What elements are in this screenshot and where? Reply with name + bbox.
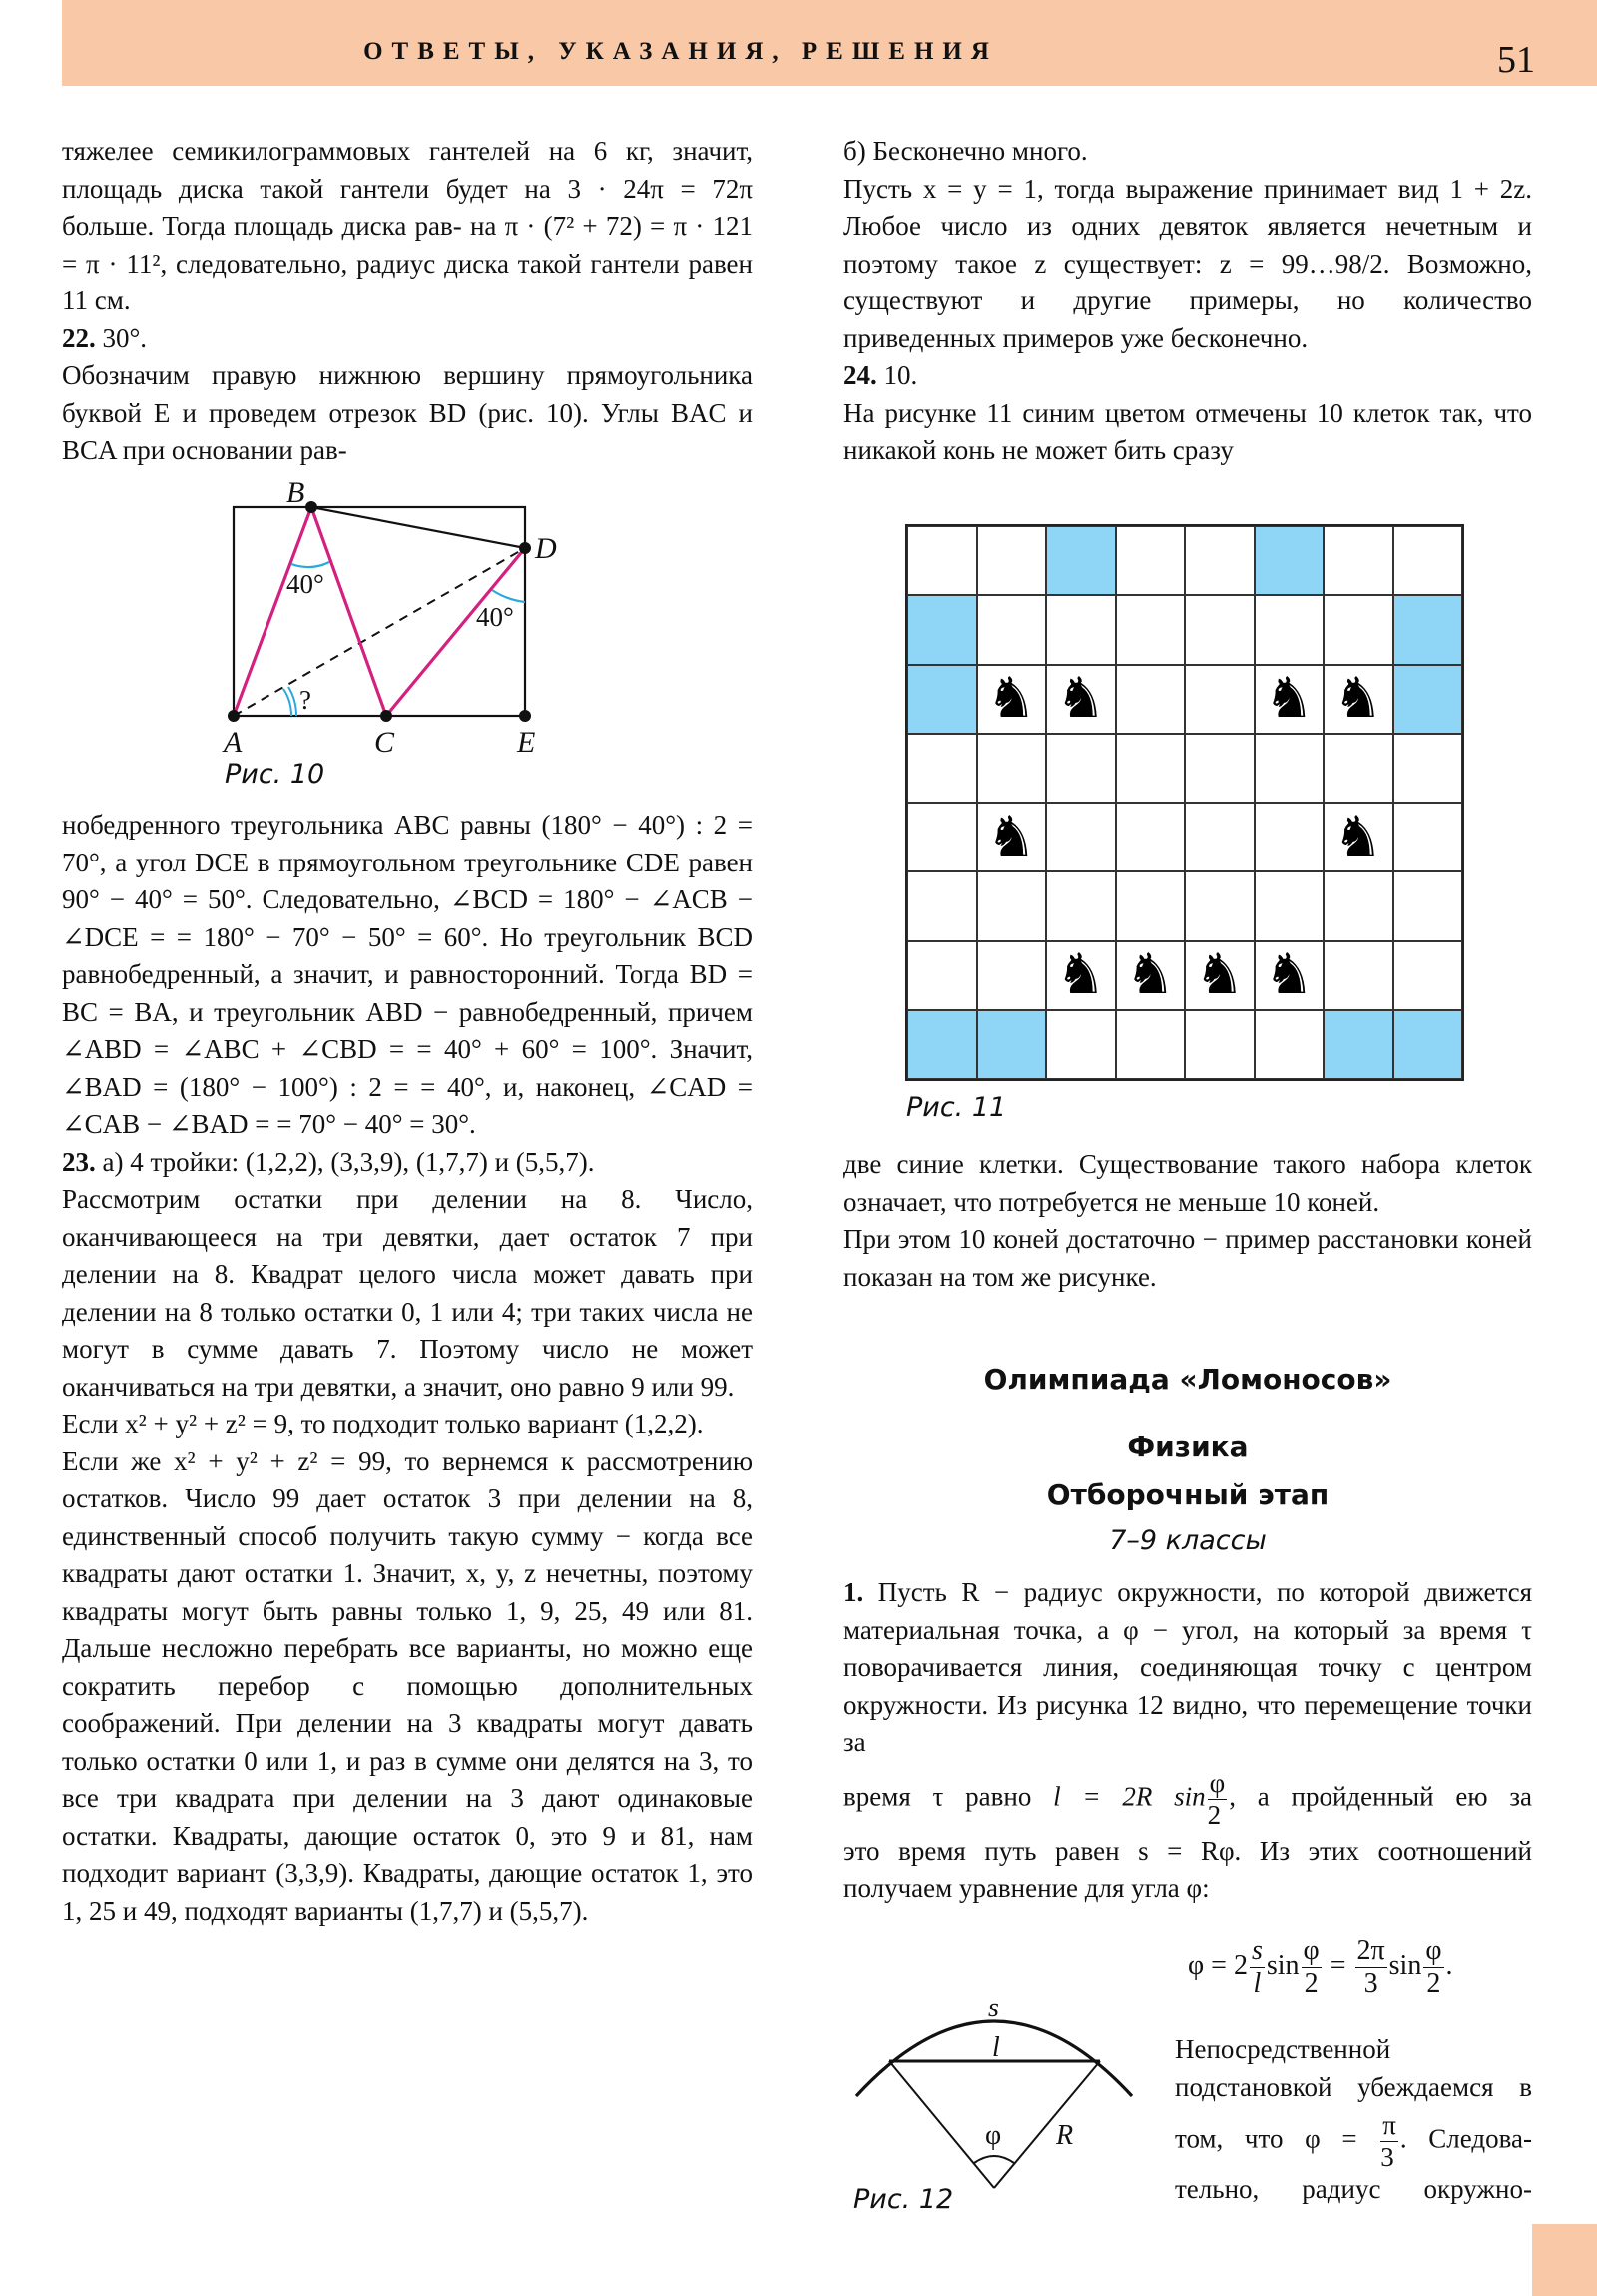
board-cell-blue [907, 665, 977, 734]
board-cell-blue [1393, 665, 1463, 734]
board-cell [1255, 665, 1325, 734]
physics-problem-1 [843, 1574, 1532, 1908]
board-cell [1046, 941, 1116, 1010]
knight-icon: ♞ [1332, 668, 1383, 731]
board-cell [977, 526, 1047, 595]
board-cell [1116, 1010, 1186, 1079]
chessboard-figure-11 [905, 524, 1464, 1081]
vertex-label-c: C [374, 726, 395, 759]
figure-10 [200, 469, 599, 799]
knight-icon: ♞ [1264, 668, 1315, 731]
board-cell [977, 871, 1047, 940]
chord-label-l: l [992, 2032, 1000, 2063]
subject-heading: Физика [1127, 1431, 1249, 1463]
board-cell-blue [1046, 526, 1116, 595]
svg-text:? [299, 685, 311, 715]
board-cell [1046, 734, 1116, 803]
problem-number: 23. [62, 1146, 96, 1177]
circular-arc-diagram [828, 1957, 1148, 2196]
board-cell-blue [1393, 595, 1463, 664]
board-cell-blue [907, 595, 977, 664]
board-cell [1393, 526, 1463, 595]
board-cell [1185, 734, 1255, 803]
board-cell [1116, 665, 1186, 734]
vertex-label-d: D [535, 532, 557, 565]
page-corner-tab [1532, 2224, 1597, 2296]
unknown-angle-label: ? [299, 685, 311, 715]
fraction-phi-over-2: $\frac{\varphi}{2}$ [1425, 1935, 1442, 1999]
problem-1-formula-line: время τ равно l = 2R sin $\frac{\varphi}{2}$ , а пройденный ею за [843, 1767, 1532, 1830]
right-column-middle [843, 1146, 1532, 1296]
geometry-diagram [200, 469, 599, 799]
knight-icon: ♞ [986, 668, 1037, 731]
board-cell [1324, 665, 1393, 734]
board-cell [1046, 595, 1116, 664]
board-cell [1046, 665, 1116, 734]
section-title-olympiad: Олимпиада «Ломоносов» [983, 1363, 1392, 1396]
board-cell [1324, 871, 1393, 940]
answer-value: а) 4 тройки: (1,2,2), (3,3,9), (1,7,7) и (5,5,7). [102, 1146, 595, 1177]
board-cell [1185, 665, 1255, 734]
equation-phi: φ = 2 $\frac{s}{l}$ sin $\frac{\varphi}{2}$ = $\frac{2\pi}{3}$ sin $\frac{\varphi}{2}$ . [1188, 1935, 1453, 1999]
conclusion-line-3: тельно, радиус окружно- [1175, 2174, 1532, 2204]
board-cell [1324, 734, 1393, 803]
svg-text:C [374, 726, 395, 759]
header-title: ОТВЕТЫ, УКАЗАНИЯ, РЕШЕНИЯ [363, 38, 998, 65]
figure-caption: Рис. 10 [225, 759, 325, 790]
problem-number: 22. [62, 322, 96, 353]
svg-text:s [988, 1993, 999, 2023]
board-cell [1185, 526, 1255, 595]
board-cell [1324, 803, 1393, 871]
page-number: 51 [1497, 39, 1535, 81]
knight-icon: ♞ [1264, 944, 1315, 1007]
board-cell [1116, 871, 1186, 940]
fraction: $\frac{\varphi}{2}$ [1207, 1767, 1226, 1830]
answer-23-b: б) Бесконечно много. [843, 136, 1088, 166]
board-cell [977, 734, 1047, 803]
vertex-label-a: A [224, 726, 243, 759]
angle-label-phi: φ [985, 2120, 1002, 2151]
board-cell [1393, 871, 1463, 940]
knight-icon: ♞ [1125, 944, 1176, 1007]
problem-number: 24. [843, 360, 877, 390]
board-cell [907, 871, 977, 940]
svg-text:40° [286, 569, 324, 599]
board-cell-blue [1255, 526, 1325, 595]
board-cell [1185, 941, 1255, 1010]
svg-text:φ [985, 2120, 1001, 2151]
solution-22-intro: Обозначим правую нижнюю вершину прямоугольника буквой E и проведем отрезок BD (рис. 10). Углы BAC и BCA при основании рав- [62, 360, 753, 465]
running-header [62, 0, 1597, 86]
board-cell [1324, 595, 1393, 664]
board-cell [1393, 734, 1463, 803]
answer-23 [62, 1144, 753, 1182]
board-cell [1185, 595, 1255, 664]
answer-value: 30°. [102, 322, 148, 353]
answer-value: 10. [883, 360, 918, 390]
answer-22 [62, 320, 753, 358]
radius-label-r: R [1056, 2120, 1074, 2151]
board-cell [977, 595, 1047, 664]
paragraph-dumbbell: тяжелее семикилограммовых гантелей на 6 кг, значит, площадь диска такой гантели будет на 3 · 24π = 72π больше. Тогда площадь диска рав- на π · (7² + 72) = π · 121 = π · 11², следовательно, радиус диска такой гантели равен 11 см. [62, 136, 753, 315]
right-column-top [843, 133, 1532, 470]
figure-caption: Рис. 12 [853, 2184, 954, 2215]
knight-icon: ♞ [1055, 944, 1106, 1007]
vertex-label-b: B [286, 476, 305, 509]
board-cell [977, 941, 1047, 1010]
knight-icon: ♞ [1332, 806, 1383, 868]
board-cell [1255, 803, 1325, 871]
math-formula: l = 2R sin [1053, 1781, 1206, 1812]
board-cell [1046, 1010, 1116, 1079]
board-cell [1185, 871, 1255, 940]
board-cell [1116, 941, 1186, 1010]
board-cell [1255, 734, 1325, 803]
stage-heading: Отборочный этап [1046, 1478, 1330, 1511]
svg-text:D [534, 532, 557, 565]
grades-heading: 7–9 классы [1109, 1525, 1267, 1556]
board-cell [1255, 1010, 1325, 1079]
board-cell [1185, 1010, 1255, 1079]
left-column-bottom [62, 807, 753, 1930]
board-cell [1116, 734, 1186, 803]
svg-text:40° [476, 602, 514, 632]
fraction-s-over-l: $\frac{s}{l}$ [1251, 1935, 1263, 1999]
board-cell [907, 941, 977, 1010]
answer-24 [843, 357, 1532, 395]
board-cell [1393, 941, 1463, 1010]
board-cell [1046, 803, 1116, 871]
board-cell [1255, 595, 1325, 664]
board-cell-blue [1324, 1010, 1393, 1079]
problem-1-text-cont: это время путь равен s = Rφ. Из этих соотношений получаем уравнение для угла φ: [843, 1835, 1532, 1903]
problem-number: 1. [843, 1577, 864, 1607]
board-cell [1116, 595, 1186, 664]
solution-23-p3: Если же x² + y² + z² = 99, то вернемся к рассмотрению остатков. Число 99 дает остаток 3 при делении на 8, единственный способ получить такую сумму − когда все квадраты дают остатки 1. Значит, x, y, z нечетны, поэтому квадраты могут быть равны только 1, 9, 25, 49 или 81. Дальше несложно перебрать все варианты, но можно еще сократить перебор с помощью дополнительных соображений. При делении на 3 квадраты могут давать только остатки 0 или 1, и раз в сумме они делятся на 3, то все три квадрата при делении на 3 дают одинаковые остатки. Квадраты, дающие остаток 0, это 9 и 81, нам подходит вариант (3,3,9). Квадраты, дающие остаток 1, это 1, 25 и 49, подходят варианты (1,7,7) и (5,5,7). [62, 1445, 753, 1926]
vertex-label-e: E [517, 726, 536, 759]
conclusion-line-1: Непосредственной подстановкой убеждаемся в [1175, 2034, 1532, 2102]
arc-label-s: s [988, 1993, 999, 2023]
knight-icon: ♞ [1194, 944, 1245, 1007]
knight-icon: ♞ [1055, 668, 1106, 731]
board-cell-blue [977, 1010, 1047, 1079]
board-cell [907, 803, 977, 871]
solution-23-b: Пусть x = y = 1, тогда выражение принимает вид 1 + 2z. Любое число из одних девяток является нечетным и поэтому такое z существует: z = 99…98/2. Возможно, существуют и другие примеры, но количество приведенных примеров уже бесконечно. [843, 173, 1532, 353]
svg-text:B [286, 476, 304, 509]
knight-icon: ♞ [986, 806, 1037, 868]
board-cell [907, 526, 977, 595]
math-expression: (7² + 72) = π · 121 = π · 11² [62, 211, 753, 279]
solution-24-p2: При этом 10 коней достаточно − пример расстановки коней показан на том же рисунке. [843, 1224, 1532, 1292]
figure-12 [828, 1957, 1148, 2216]
conclusion-line-2: том, что φ = $\frac{\pi}{3}$ . Следова- [1175, 2110, 1532, 2172]
board-cell [1255, 871, 1325, 940]
solution-23-p1: Рассмотрим остатки при делении на 8. Число, оканчивающееся на три девятки, дает остаток 7 при делении на 8. Квадрат целого числа может давать при делении на 8 только остатки 0, 1 или 4; три таких числа не могут в сумме давать 7. Поэтому число не может оканчиваться на три девятки, а значит, оно равно 9 или 99. [62, 1184, 753, 1402]
angle-label-d: 40° [476, 602, 514, 632]
svg-text:l [992, 2032, 1000, 2063]
board-cell [907, 734, 977, 803]
board-cell [1185, 803, 1255, 871]
solution-24-continued: две синие клетки. Существование такого набора клеток означает, что потребуется не меньше 10 коней. [843, 1149, 1532, 1217]
board-cell [1116, 526, 1186, 595]
board-cell [1393, 803, 1463, 871]
svg-text:A [222, 726, 243, 759]
fraction-phi-over-2: $\frac{\varphi}{2}$ [1303, 1935, 1320, 1999]
svg-text:E [516, 726, 535, 759]
solution-22-continued: нобедренного треугольника ABC равны (180° − 40°) : 2 = 70°, а угол DCE в прямоугольном треугольнике CDE равен 90° − 40° = 50°. Следовательно, ∠BCD = 180° − ∠ACB − ∠DCE = = 180° − 70° − 50° = 60°. Но треугольник BCD равнобедренный, а значит, и равносторонний. Тогда BD = BC = BA, и треугольник ABD − равнобедренный, причем ∠ABD = ∠ABC + ∠CBD = = 40° + 60° = 100°. Значит, ∠BAD = (180° − 100°) : 2 = = 40°, и, наконец, ∠CAD = ∠CAB − ∠BAD = = 70° − 40° = 30°. [62, 810, 753, 1139]
board-cell [1324, 941, 1393, 1010]
board-cell [1046, 871, 1116, 940]
board-cell [1324, 526, 1393, 595]
board-cell [977, 803, 1047, 871]
solution-23-p2: Если x² + y² + z² = 9, то подходит только вариант (1,2,2). [62, 1409, 704, 1438]
board-cell [1116, 803, 1186, 871]
problem-1-text: 1. Пусть R − радиус окружности, по которой движется материальная точка, а φ − угол, на который за время τ поворачивается линия, соединяющая точку с центром окружности. Из рисунка 12 видно, что перемещение точки за [843, 1577, 1532, 1757]
fraction-2pi-over-3: $\frac{2\pi}{3}$ [1356, 1935, 1385, 1999]
board-cell-blue [907, 1010, 977, 1079]
fraction-pi-over-3: $\frac{\pi}{3}$ [1380, 2110, 1396, 2172]
board-cell [1255, 941, 1325, 1010]
board-cell-blue [1393, 1010, 1463, 1079]
figure-caption: Рис. 11 [906, 1092, 1007, 1123]
conclusion-text [1175, 2031, 1532, 2209]
svg-text:R [1055, 2120, 1073, 2151]
left-column-top [62, 133, 753, 470]
solution-24-intro: На рисунке 11 синим цветом отмечены 10 клеток так, что никакой конь не может бить сразу [843, 397, 1532, 465]
angle-label-b: 40° [286, 569, 324, 599]
board-cell [977, 665, 1047, 734]
